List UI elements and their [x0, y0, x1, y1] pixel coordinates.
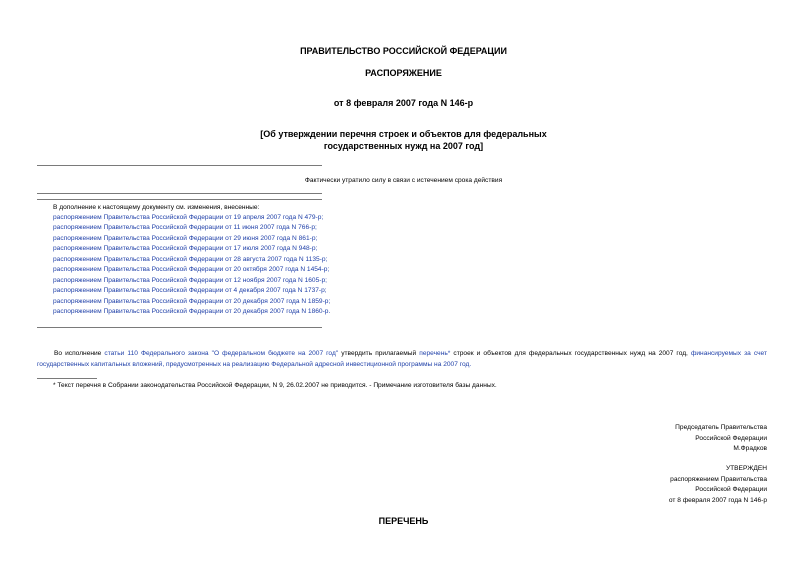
amendment-link[interactable]: распоряжением Правительства Российской Федерации от 19 апреля 2007 года N 479-р;	[53, 214, 324, 221]
amendment-link[interactable]: распоряжением Правительства Российской Федерации от 4 декабря 2007 года N 1737-р;	[53, 287, 327, 295]
footnote-divider	[37, 378, 97, 379]
signature-title-2: Российской Федерации	[695, 434, 767, 442]
signature-title: Председатель Правительства	[675, 424, 767, 431]
government-heading: ПРАВИТЕЛЬСТВО РОССИЙСКОЙ ФЕДЕРАЦИИ	[300, 46, 507, 56]
amendment-link[interactable]: распоряжением Правительства Российской Федерации от 20 октября 2007 года N 1454-р;	[53, 266, 330, 274]
divider	[37, 199, 322, 200]
approval-block	[669, 464, 767, 506]
approval-line-3: от 8 февраля 2007 года N 146-р	[668, 496, 767, 504]
document-title-line-2: государственных нужд на 2007 год]	[323, 141, 484, 151]
document-type: РАСПОРЯЖЕНИЕ	[365, 68, 442, 78]
divider	[37, 193, 322, 194]
paragraph-suffix: строек и объектов для федеральных государственных нужд на 2007 год,	[450, 350, 688, 357]
amendment-link[interactable]: распоряжением Правительства Российской Федерации от 12 ноября 2007 года N 1605-р;	[53, 276, 327, 284]
list-heading: ПЕРЕЧЕНЬ	[378, 516, 429, 526]
amendments-intro: В дополнение к настоящему документу см. изменения, внесенные:	[53, 204, 260, 211]
divider	[37, 327, 322, 328]
main-paragraph	[37, 349, 767, 370]
document-date-number: от 8 февраля 2007 года N 146-р	[333, 98, 474, 108]
paragraph-line-2-link[interactable]: финансируемых за счет государственных капитальных вложений, предусмотренных на реализацию Федеральной адресной инвестиционной программы на 2007 год.	[37, 350, 767, 368]
amendment-link[interactable]: распоряжением Правительства Российской Федерации от 20 декабря 2007 года N 1860-р.	[53, 308, 331, 316]
amendment-link[interactable]: распоряжением Правительства Российской Федерации от 11 июня 2007 года N 766-р;	[53, 224, 317, 232]
document-title-line-1: [Об утверждении перечня строек и объектов для федеральных	[260, 129, 547, 139]
divider	[37, 165, 322, 166]
paragraph-prefix: Во исполнение	[54, 350, 105, 357]
approval-label: УТВЕРЖДЕН	[725, 465, 767, 472]
amendment-link[interactable]: распоряжением Правительства Российской Федерации от 29 июня 2007 года N 861-р;	[53, 234, 318, 242]
footnote: * Текст перечня в Собрании законодательства Российской Федерации, N 9, 26.02.2007 не приводится. - Примечание изготовителя базы данных.	[53, 382, 497, 389]
amendment-link[interactable]: распоряжением Правительства Российской Федерации от 20 декабря 2007 года N 1859-р;	[53, 297, 331, 305]
amendments-list	[53, 213, 330, 318]
signature-block	[675, 423, 767, 455]
paragraph-middle: утвердить прилагаемый	[338, 350, 420, 357]
status-note: Фактически утратило силу в связи с истечением срока действия	[304, 177, 503, 184]
amendment-link[interactable]: распоряжением Правительства Российской Федерации от 28 августа 2007 года N 1135-р;	[53, 255, 328, 263]
federal-law-link[interactable]: статьи 110 Федерального закона "О федеральном бюджете на 2007 год"	[104, 350, 339, 357]
amendment-link[interactable]: распоряжением Правительства Российской Федерации от 17 июля 2007 года N 948-р;	[53, 245, 318, 253]
approval-line-2: Российской Федерации	[695, 486, 767, 494]
approval-line-1: распоряжением Правительства	[670, 475, 767, 483]
signature-name: М.Фрадков	[733, 445, 767, 453]
list-link[interactable]: перечень*	[419, 350, 451, 357]
